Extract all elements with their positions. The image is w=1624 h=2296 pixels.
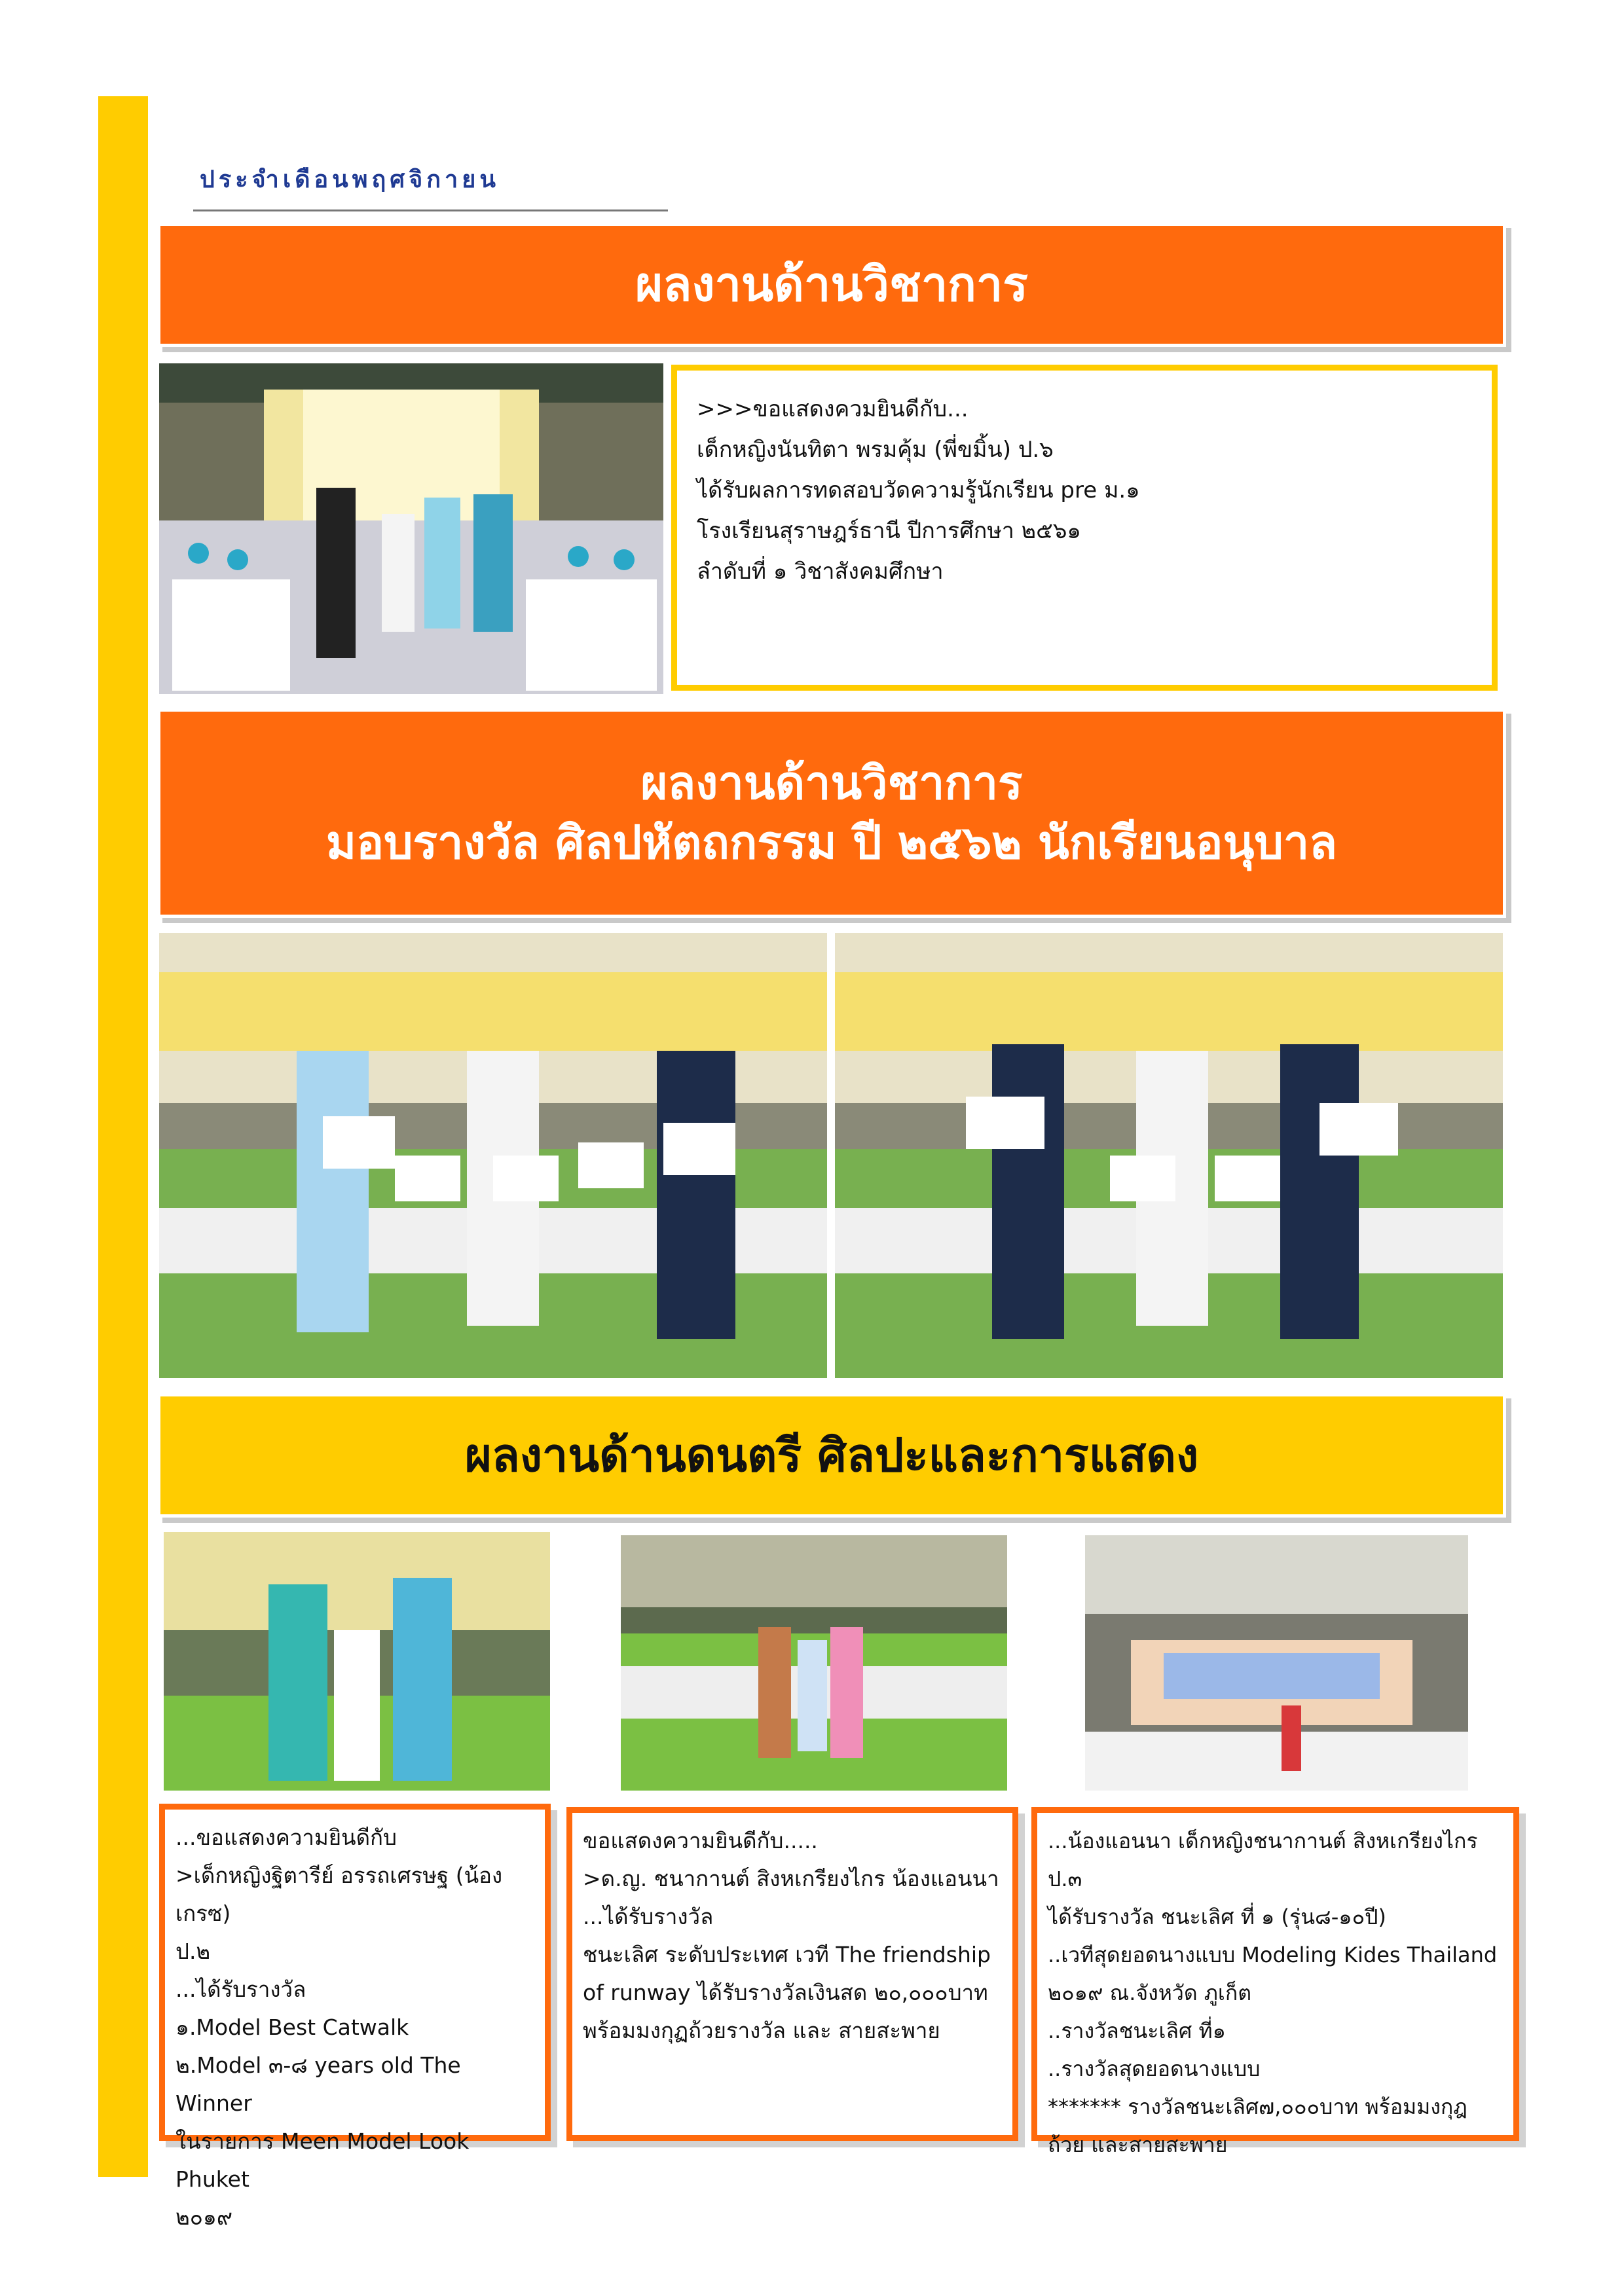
academic-award-photo [159,363,663,694]
card-line: ******* รางวัลชนะเลิศ๗,๐๐๐บาท พร้อมมงกุฎ [1048,2094,1467,2119]
award-line: ได้รับผลการทดสอบวัดความรู้นักเรียน pre ม.๑ [697,477,1140,503]
modeling-kids-photo [1085,1535,1468,1791]
rank-line: ลำดับที่ ๑ วิชาสังคมศึกษา [697,558,944,585]
card-line: ได้รับรางวัล ชนะเลิศ ที่ ๑ (รุ่น๘-๑๐ปี) [1048,1904,1386,1929]
kindergarten-award-photo-right [835,933,1503,1378]
card-line: ...ได้รับรางวัล [583,1904,714,1929]
card-line: ...ขอแสดงความยินดีกับ [175,1825,397,1850]
arts-crafts-banner-line1: ผลงานด้านวิชาการ [640,756,1023,810]
award-card-anna-modeling [1031,1807,1519,2157]
award-card-grace [159,1804,551,2230]
academic-banner [157,223,1506,347]
music-arts-banner-title: ผลงานด้านดนตรี ศิลปะและการแสดง [464,1428,1199,1482]
card-line: ..เวทีสุดยอดนางแบบ Modeling Kides Thailand [1048,1942,1498,1967]
header-divider [193,210,668,211]
card-line: ถ้วย และสายสะพาย [1048,2132,1228,2157]
card-line: ชนะเลิศ ระดับประเทศ เวที The friendship [583,1942,991,1967]
card-line: ๒๐๑๙ [175,2204,233,2230]
friendship-runway-photo [621,1535,1007,1791]
card-line: ..รางวัลชนะเลิศ ที่๑ [1048,2018,1226,2043]
academic-banner-title: ผลงานด้านวิชาการ [635,257,1028,312]
catwalk-award-photo [164,1532,550,1791]
card-line: ..รางวัลสุดยอดนางแบบ [1048,2056,1261,2081]
card-line: ๒.Model ๓-๘ years old The Winner [175,2052,461,2116]
arts-crafts-banner [157,708,1506,918]
card-line: พร้อมมงกุฏถ้วยรางวัล และ สายสะพาย [583,2018,940,2043]
card-line: >เด็กหญิงฐิตารีย์ อรรถเศรษฐ (น้องเกรซ) [175,1863,503,1926]
music-arts-banner [157,1393,1506,1518]
card-line: >ด.ญ. ชนากานต์ สิงหเกรียงไกร น้องแอนนา [583,1866,999,1891]
sidebar-stripe [98,96,148,2177]
arts-crafts-banner-line2: มอบรางวัล ศิลปหัตถกรรม ปี ๒๕๖๒ นักเรียนอนุบาล [325,816,1338,869]
academic-congrats-box [671,365,1498,691]
congrats-line: >>>ขอแสดงควมยินดีกับ... [697,396,969,422]
month-heading: ประจำเดือนพฤศจิกายน [200,166,500,193]
kindergarten-award-photo-left [159,933,827,1378]
award-card-anna-runway [566,1807,1018,2141]
card-line: ป.๒ [175,1939,211,1964]
student-name-line: เด็กหญิงนันทิตา พรมคุ้ม (พี่ขมิ้น) ป.๖ [697,437,1054,463]
card-line: ขอแสดงความยินดีกับ..... [583,1828,818,1853]
card-line: ในรายการ Meen Model Look Phuket [175,2128,470,2192]
card-line: ๒๐๑๙ ณ.จังหวัด ภูเก็ต [1048,1980,1251,2005]
card-line: of runway ได้รับรางวัลเงินสด ๒๐,๐๐๐บาท [583,1980,988,2005]
card-line: ...น้องแอนนา เด็กหญิงชนากานต์ สิงหเกรียงไกร ป.๓ [1048,1829,1478,1891]
school-line: โรงเรียนสุราษฎร์ธานี ปีการศึกษา ๒๕๖๑ [697,518,1081,544]
card-line: ๑.Model Best Catwalk [175,2014,409,2040]
card-line: ...ได้รับรางวัล [175,1977,306,2002]
